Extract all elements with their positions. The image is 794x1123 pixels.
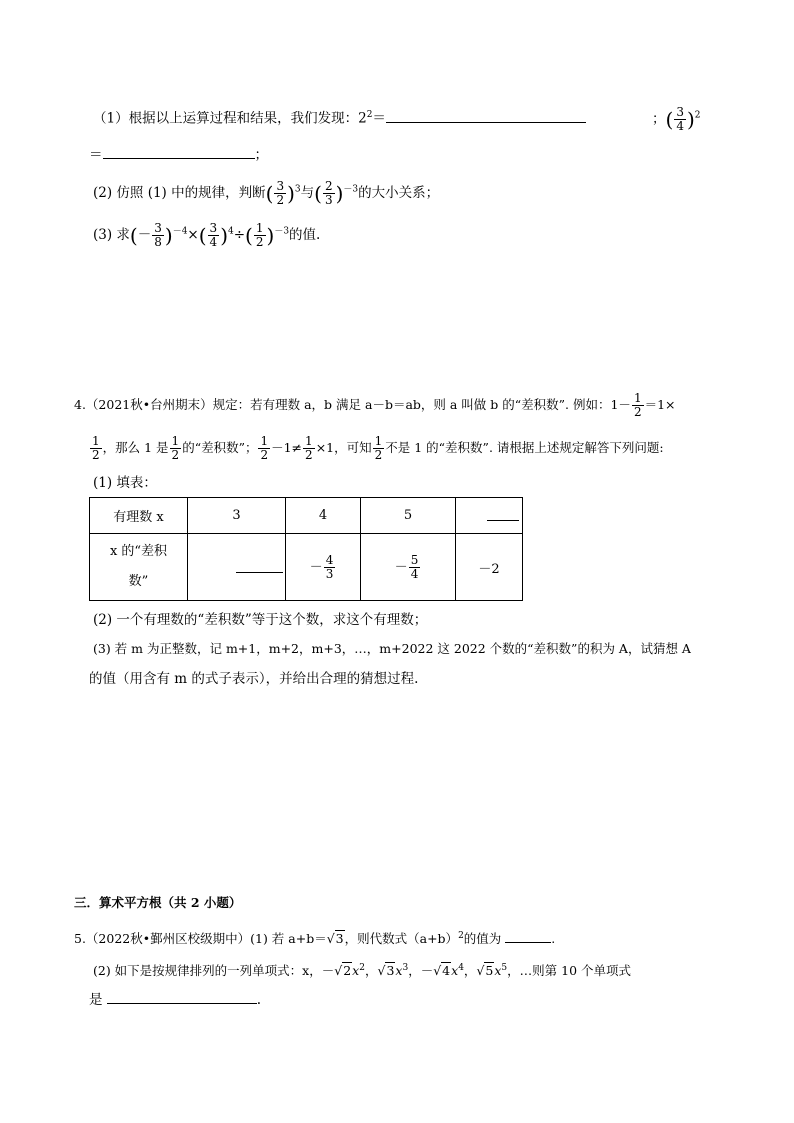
q3-part1-line2: ＝ ； xyxy=(89,144,268,164)
table-cell-blank[interactable] xyxy=(188,534,286,601)
section-title: 三．算术平方根（共 2 小题） xyxy=(74,895,242,910)
answer-blank[interactable] xyxy=(103,144,255,159)
q5-header: 5.（2022秋•鄞州区校级期中）(1) 若 a+b＝√3，则代数式$(a+b)^2$的值为 . xyxy=(74,927,555,948)
q3-part1-label: （1）根据以上运算过程和结果，我们发现： xyxy=(93,110,359,127)
table-header-cell: x 的“差积 数” xyxy=(90,534,188,601)
q5-part2-line2: 是 . xyxy=(89,989,261,1009)
q4-part2: (2) 一个有理数的“差积数”等于这个数，求这个有理数； xyxy=(93,612,428,628)
table-cell: － $\frac{4}{3}$ xyxy=(286,534,361,601)
q3-part1-tail: ；( $\frac{3}{4}$ )$^2$ xyxy=(652,105,701,133)
table-cell: －2 xyxy=(456,534,523,601)
table-header-cell: 有理数 x xyxy=(90,498,188,534)
answer-blank[interactable] xyxy=(236,558,283,573)
q4-part3-line2: 的值（用含有 m 的式子表示），并给出合理的猜想过程. xyxy=(89,671,419,687)
q5-part2-line1: (2) 如下是按规律排列的一列单项式：x，$-√2x^2$，$√3x^3$，$-√4x^4$，$√5x^5$，…则第 10 个单项式 xyxy=(93,963,632,979)
table-cell-blank[interactable] xyxy=(456,498,523,534)
q3-part2: (2) 仿照 (1) 中的规律，判断( $\frac{3}{2}$ )$^3$与( $\frac{2}{3}$ )$^{-3}$的大小关系； xyxy=(93,179,440,207)
table-cell: 3 xyxy=(188,498,286,534)
fill-in-table xyxy=(89,497,523,601)
table-row xyxy=(90,498,523,534)
answer-blank[interactable] xyxy=(107,989,257,1004)
table-row xyxy=(90,534,523,601)
sqrt: √3 xyxy=(326,931,344,947)
fraction: $\frac{3}{4}$ xyxy=(676,105,684,133)
answer-blank[interactable] xyxy=(505,928,551,943)
q4-line2: $\frac{1}{2}$ ，那么 1 是 $\frac{1}{2}$ 的“差积数”； $\frac{1}{2}$ －1≠ $\frac{1}{2}$ ×1，可知 $\frac{1}{2}$ 不是 1 的“差积数”. 请根据上述规定解答下列问题: xyxy=(92,434,664,462)
q4-header: 4.（2021秋•台州期末）规定：若有理数 a，b 满足 a－b＝ab，则 a 叫做 b 的“差积数”. 例如：1－ $\frac{1}{2}$ ＝1× xyxy=(74,391,676,419)
answer-blank[interactable] xyxy=(487,506,519,521)
answer-blank[interactable] xyxy=(386,108,586,123)
table-cell: 5 xyxy=(361,498,456,534)
q3-part1-line1: （1）根据以上运算过程和结果，我们发现：$2^2=$ xyxy=(93,106,586,128)
table-cell: － $\frac{5}{4}$ xyxy=(361,534,456,601)
q4-part1: (1) 填表： xyxy=(93,475,157,491)
q3-part3: (3) 求(－ $\frac{3}{8}$ )$^{-4}$×( $\frac{3}{4}$ )$^4$÷( $\frac{1}{2}$ )$^{-3}$的值. xyxy=(93,221,321,249)
table-cell: 4 xyxy=(286,498,361,534)
q4-part3-line1: (3) 若 m 为正整数，记 m+1，m+2，m+3，…，m+2022 这 2022 个数的“差积数”的积为 A，试猜想 A xyxy=(93,641,691,656)
